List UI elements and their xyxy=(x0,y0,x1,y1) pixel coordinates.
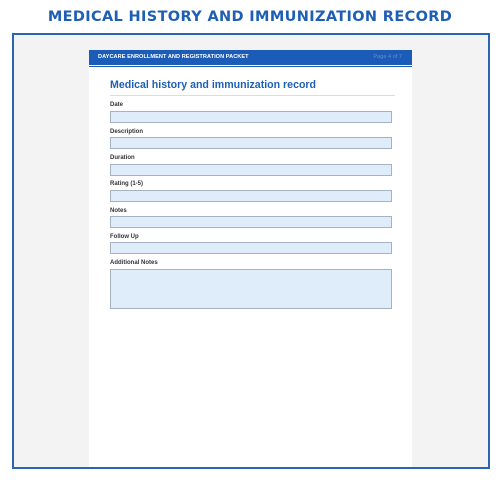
title-divider xyxy=(110,95,395,96)
description-label: Description xyxy=(110,129,144,135)
rating-label: Rating (1-5) xyxy=(110,181,143,187)
duration-label: Duration xyxy=(110,155,135,161)
form-page xyxy=(89,50,412,469)
page-title: MEDICAL HISTORY AND IMMUNIZATION RECORD xyxy=(47,9,453,25)
follow-up-field[interactable] xyxy=(110,242,392,254)
follow-up-label: Follow Up xyxy=(110,234,139,240)
description-field[interactable] xyxy=(110,137,392,149)
notes-label: Notes xyxy=(110,208,127,214)
notes-field[interactable] xyxy=(110,216,392,228)
header-packet-title: DAYCARE ENROLLMENT AND REGISTRATION PACKET xyxy=(98,54,249,60)
document-viewer-frame xyxy=(12,33,490,469)
date-label: Date xyxy=(110,102,124,108)
additional-notes-label: Additional Notes xyxy=(110,260,158,266)
date-field[interactable] xyxy=(110,111,392,123)
duration-field[interactable] xyxy=(110,164,392,176)
form-title: Medical history and immunization record xyxy=(110,79,317,91)
header-page-number: Page 4 of 7 xyxy=(373,54,402,60)
page-header-band xyxy=(89,50,412,65)
rating-field[interactable] xyxy=(110,190,392,202)
additional-notes-field[interactable] xyxy=(110,269,392,309)
header-divider xyxy=(89,66,412,67)
